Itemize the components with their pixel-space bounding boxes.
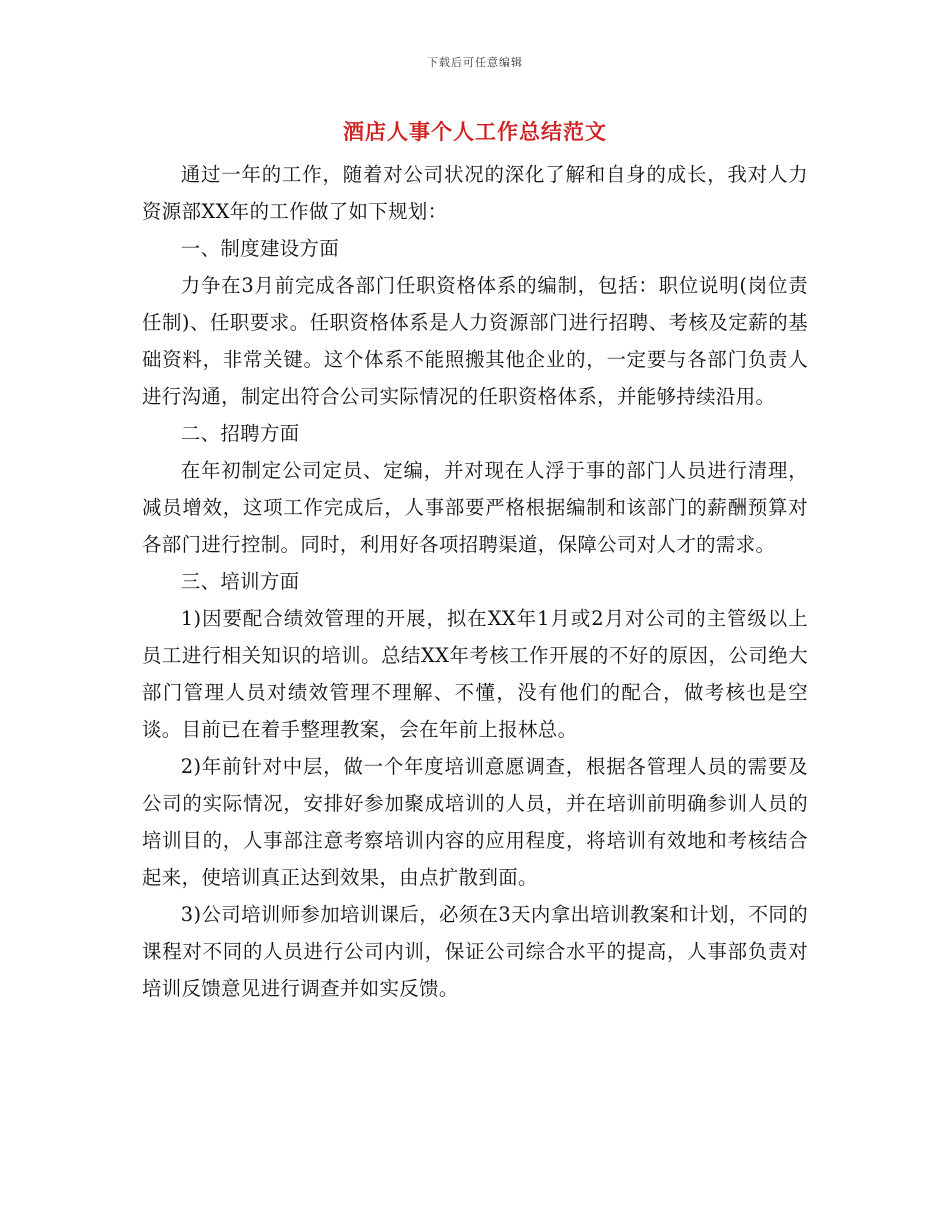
document-body [142, 156, 808, 1007]
paragraph-recruitment: 在年初制定公司定员、定编，并对现在人浮于事的部门人员进行清理，减员增效，这项工作完成后，人事部要严格根据编制和该部门的薪酬预算对各部门进行控制。同时，利用好各项招聘渠道，保障公司对人才的需求。 [142, 459, 808, 556]
paragraph-training-3: 3)公司培训师参加培训课后，必须在3天内拿出培训教案和计划，不同的课程对不同的人员进行公司内训，保证公司综合水平的提高，人事部负责对培训反馈意见进行调查并如实反馈。 [142, 903, 808, 1000]
paragraph-training-1: 1)因要配合绩效管理的开展，拟在XX年1月或2月对公司的主管级以上员工进行相关知识的培训。总结XX年考核工作开展的不好的原因，公司绝大部门管理人员对绩效管理不理解、不懂，没有他们的配合，做考核也是空谈。目前已在着手整理教案，会在年前上报林总。 [142, 607, 808, 741]
page-header-note: 下载后可任意编辑 [427, 56, 523, 69]
paragraph-system: 力争在3月前完成各部门任职资格体系的编制，包括：职位说明(岗位责任制)、任职要求。任职资格体系是人力资源部门进行招聘、考核及定薪的基础资料，非常关键。这个体系不能照搬其他企业的，一定要与各部门负责人进行沟通，制定出符合公司实际情况的任职资格体系，并能够持续沿用。 [142, 274, 808, 408]
section-heading-system: 一、制度建设方面 [180, 237, 340, 260]
document-title: 酒店人事个人工作总结范文 [343, 119, 607, 144]
paragraph-training-2: 2)年前针对中层，做一个年度培训意愿调查，根据各管理人员的需要及公司的实际情况，安排好参加聚成培训的人员，并在培训前明确参训人员的培训目的，人事部注意考察培训内容的应用程度，将培训有效地和考核结合起来，使培训真正达到效果，由点扩散到面。 [142, 755, 808, 889]
section-heading-training: 三、培训方面 [180, 570, 300, 593]
section-heading-recruitment: 二、招聘方面 [180, 422, 300, 445]
paragraph-intro: 通过一年的工作，随着对公司状况的深化了解和自身的成长，我对人力资源部XX年的工作做了如下规划： [142, 163, 808, 223]
